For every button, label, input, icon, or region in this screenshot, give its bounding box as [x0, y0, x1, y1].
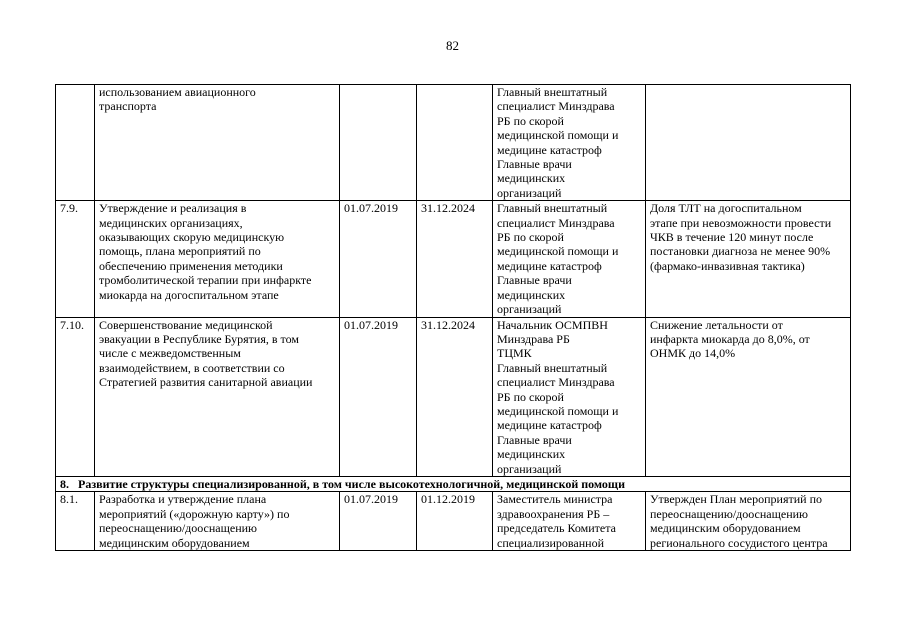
table-row [56, 201, 851, 317]
start-date [340, 85, 417, 201]
responsible-line: медицинских [497, 447, 566, 462]
row-number: 7.9. [56, 201, 95, 317]
result-line: переоснащению/дооснащению [650, 506, 809, 521]
responsible-cell [493, 201, 646, 317]
event-cell [95, 492, 340, 551]
event-line: помощь, плана мероприятий по [99, 244, 261, 259]
section-row [56, 476, 851, 491]
result-cell [646, 85, 851, 201]
event-line: Разработка и утверждение плана [99, 492, 267, 507]
event-line: взаимодействием, в соответствии со [99, 360, 285, 375]
responsible-line: специализированной [497, 535, 605, 550]
responsible-line: Заместитель министра [497, 492, 613, 507]
responsible-line: Главные врачи [497, 273, 572, 288]
responsible-line: Начальник ОСМПВН [497, 317, 608, 332]
result-cell [646, 492, 851, 551]
responsible-line: медицинской помощи и [497, 128, 619, 143]
event-line: миокарда на догоспитальном этапе [99, 287, 279, 302]
event-line: медицинским оборудованием [99, 535, 250, 550]
responsible-line: Минздрава РБ [497, 331, 570, 346]
result-line: постановки диагноза не менее 90% [650, 244, 831, 259]
section-heading [56, 476, 851, 491]
plan-table [55, 84, 851, 551]
responsible-cell [493, 492, 646, 551]
event-line: Совершенствование медицинской [99, 317, 273, 332]
row-number: 7.10. [56, 317, 95, 476]
result-line: Снижение летальности от [650, 317, 783, 332]
end-date: 31.12.2024 [417, 201, 493, 317]
responsible-line: Главный внештатный [497, 201, 608, 216]
responsible-line: медицине катастроф [497, 142, 602, 157]
event-cell [95, 317, 340, 476]
responsible-line: РБ по скорой [497, 389, 564, 404]
responsible-line: специалист Минздрава [497, 375, 615, 390]
event-cell [95, 85, 340, 201]
event-line: Стратегией развития санитарной авиации [99, 375, 313, 390]
responsible-line: здравоохранения РБ – [497, 506, 610, 521]
responsible-line: председатель Комитета [497, 521, 616, 536]
event-line: переоснащению/дооснащению [99, 521, 258, 536]
table-row [56, 85, 851, 201]
result-line: медицинским оборудованием [650, 521, 801, 536]
responsible-line: Главный внештатный [497, 360, 608, 375]
responsible-line: медицине катастроф [497, 258, 602, 273]
start-date: 01.07.2019 [340, 492, 417, 551]
responsible-line: медицинских [497, 171, 566, 186]
event-line: оказывающих скорую медицинскую [99, 230, 285, 245]
responsible-line: специалист Минздрава [497, 99, 615, 114]
event-line: медицинских организациях, [99, 215, 243, 230]
responsible-line: РБ по скорой [497, 230, 564, 245]
event-line: Утверждение и реализация в [99, 201, 247, 216]
responsible-line: Главный внештатный [497, 85, 608, 99]
result-line: Доля ТЛТ на догоспитальном [650, 201, 802, 216]
responsible-line: медицине катастроф [497, 418, 602, 433]
result-line: (фармако-инвазивная тактика) [650, 258, 805, 273]
responsible-line: организаций [497, 461, 562, 476]
row-number: 8.1. [56, 492, 95, 551]
event-line: транспорта [99, 99, 157, 114]
responsible-line: медицинской помощи и [497, 403, 619, 418]
table-row [56, 492, 851, 551]
result-line: регионального сосудистого центра [650, 535, 828, 550]
event-line: использованием авиационного [99, 85, 256, 99]
end-date: 01.12.2019 [417, 492, 493, 551]
section-number: 8. [60, 476, 69, 491]
result-cell [646, 201, 851, 317]
responsible-line: специалист Минздрава [497, 215, 615, 230]
result-line: инфаркта миокарда до 8,0%, от [650, 331, 810, 346]
responsible-cell [493, 317, 646, 476]
event-line: числе с межведомственным [99, 346, 241, 361]
start-date: 01.07.2019 [340, 317, 417, 476]
event-line: мероприятий («дорожную карту») по [99, 506, 290, 521]
end-date: 31.12.2024 [417, 317, 493, 476]
result-line: ОНМК до 14,0% [650, 346, 736, 361]
event-line: обеспечению применения методики [99, 258, 283, 273]
event-cell [95, 201, 340, 317]
end-date [417, 85, 493, 201]
event-line: тромболитической терапии при инфаркте [99, 273, 312, 288]
responsible-line: организаций [497, 185, 562, 200]
responsible-line: ТЦМК [497, 346, 532, 361]
responsible-line: Главные врачи [497, 432, 572, 447]
table-row [56, 317, 851, 476]
responsible-line: организаций [497, 302, 562, 317]
result-line: ЧКВ в течение 120 минут после [650, 230, 814, 245]
section-title: Развитие структуры специализированной, в том числе высокотехнологичной, медицинской помощи [78, 476, 625, 491]
result-line: этапе при невозможности провести [650, 215, 832, 230]
event-line: эвакуации в Республике Бурятия, в том [99, 331, 299, 346]
result-cell [646, 317, 851, 476]
responsible-cell [493, 85, 646, 201]
responsible-line: медицинской помощи и [497, 244, 619, 259]
result-line: Утвержден План мероприятий по [650, 492, 823, 507]
responsible-line: РБ по скорой [497, 113, 564, 128]
responsible-line: медицинских [497, 287, 566, 302]
row-number [56, 85, 95, 201]
responsible-line: Главные врачи [497, 157, 572, 172]
start-date: 01.07.2019 [340, 201, 417, 317]
page-number: 82 [446, 38, 459, 53]
